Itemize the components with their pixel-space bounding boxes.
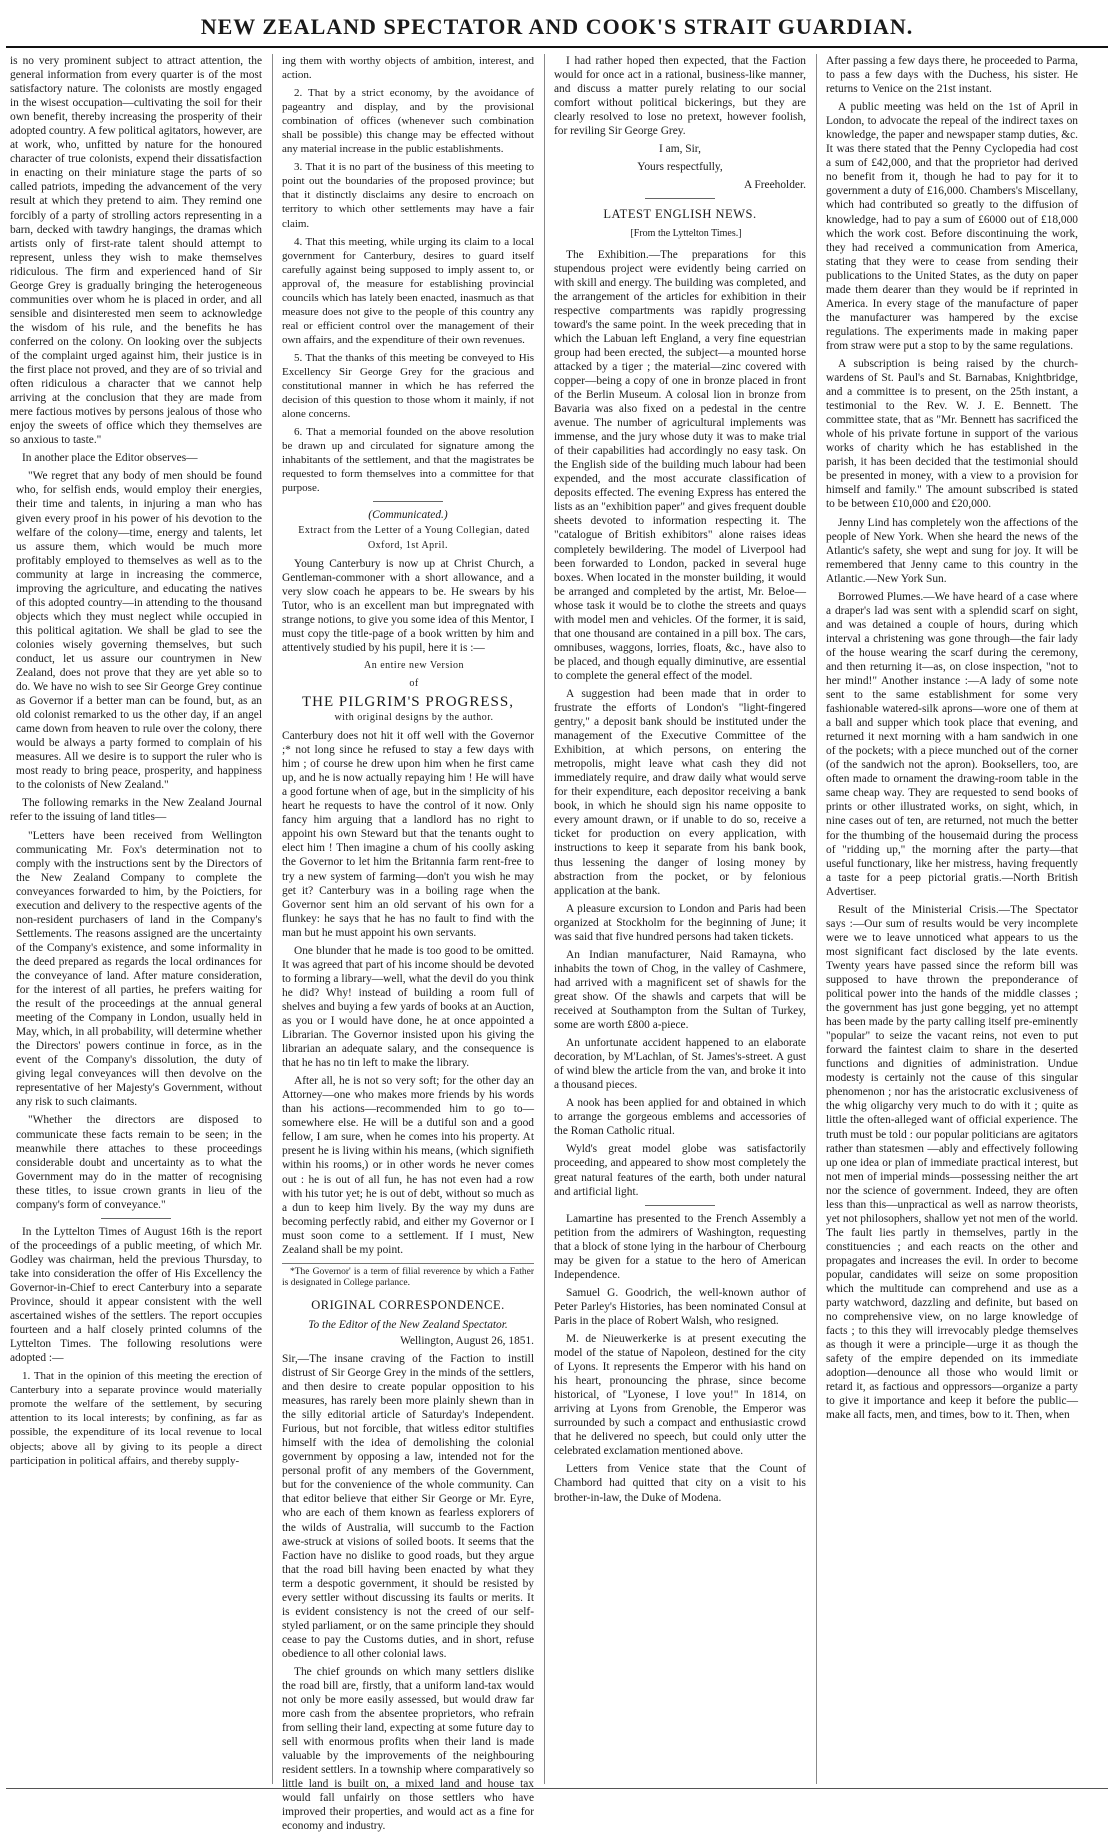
news-paragraph: Samuel G. Goodrich, the well-known author of Peter Parley's Histories, has been nominated Consul at Paris in the place of Robert Walsh, who resigned. [554,1286,806,1327]
news-paragraph: After passing a few days there, he proceeded to Parma, to pass a few days with the Duchess, his sister. He returns to Venice on the 21st instant. [826,55,1078,96]
news-paragraph: The Exhibition.—The preparations for this stupendous project were evidently being carried on with skill and energy. The building was completed, and the arrangement of the articles for exhibition in their respective compartments was rapidly progressing toward's the same point. In the week preceding that in which the Labuan left England, a very fine equestrian group had been erected, the subject—a mounted horse attacked by a tiger ; the material—zinc covered with copper—being a copy of one in bronze placed in front of the Berlin Museum. A colosal lion in bronze from Bavaria was also fixed on a pedestal in the centre avenue. The number of agricultural implements was immense, and the jury whose duty it was to make trial of their capabilities had accordingly no easy task. On the English side of the building much labour had been expended, and the most accurate classification of deposits effected. The evening Express has entered the lists as an "exhibition paper" and gives frequent double sheets devoted to information respecting it. The "catalogue of British exhibitors" alone raises ideas completely bewildering. The model of Liverpool had been forwarded to London, packed in several huge boxes. When located in the monster building, it would be arranged and completed by the artist, Mr. Beloe—whose task it would be to clothe the streets and quays with model men and vehicles. Of the former, it is said, that one thousand are contained in a pill box. The cars, omnibuses, waggons, lorries, floats, &c., have also to be placed, and though equally diminutive, are essential to complete the general effect of the model. [554,248,806,682]
section-heading: LATEST ENGLISH NEWS. [603,207,757,222]
news-paragraph: Jenny Lind has completely won the affections of the people of New York. When she heard the news of the Atlantic's safety, she wept and sung for joy. It will be remembered that Jenny came to this country in the Atlantic.—New York Sun. [826,516,1078,585]
resolution-item: ing them with worthy objects of ambition, interest, and action. [282,55,534,82]
article-paragraph: is no very prominent subject to attract attention, the general information from every quarter is of the most satisfactory nature. The colonists are mostly engaged in the wisest occupation—cultivating the soil for their own benefit, thereby increasing the prosperity of their adopted country. A few political agitators, however, are at work, who, unfitted by nature for the honoured character of true colonists, expend their dissatisfaction in enacting on their miniature stage the parts of so called patriots, impeding the advancement of the very result at which they pretend to aim. They remind one forcibly of a party of strolling actors representing in a barn, decked with tawdry hangings, the dramas which artists only of first-rate talent should attempt to represent, unless they wish to make themselves ridiculous. The firm and experienced hand of Sir George Grey is gradually bringing the heterogeneous communities over whom he is placed in order, and all sensible and disinterested men seem to acknowledge the wisdom of his rule, and the benefits he has conferred on the colony. On looking over the subjects of the complaint urged against him, their justice is in the first place not proved, and they are of so trivial and often ridiculous a character that we cannot help arriving at the conclusion that they are made from mere factious motives by persons jealous of those who enjoy the sweets of office which they themselves are so anxious to taste." [10,55,262,447]
footnote: *The Governor' is a term of filial reverence by which a Father is designated in College parlance. [282,1263,534,1290]
news-paragraph: A suggestion had been made that in order to frustrate the efforts of London's "light-fingered gentry," a deposit bank should be instituted under the management of the Executive Committee of the Exhibition, at which persons, on entering the metropolis, might leave what cash they did not immediately require, and draw daily what would serve for their expenditure, each depositor receiving a bank book, in which he should sign his name opposite to every amount drawn, or if unable to do so, receive a ticket for production on every application, with instructions to keep it separate from his bank book, thus lessening the danger of losing money by abstraction from the pocket, or by felonious application at the bank. [554,687,806,897]
section-divider [373,501,443,502]
quoted-paragraph: "Letters have been received from Wellington communicating Mr. Fox's determination not to comply with the instructions sent by the Directors of the New Zealand Company to complete the conveyances forwarded to him, by the Poictiers, for execution and delivery to the respective agents of the non-resident purchasers of land in the Company's Settlements. The reasons assigned are the uncertainty of the Company's existence, and some informality in the deed prepared as regards the local ordinances for the conveyance of land. After mature consideration, for the interest of all parties, he prefers waiting for the result of the proceedings at the annual general meeting of the Company in London, usually held in May, which, in all probability, will determine whether the Directors' powers continue in force, as in the event of the Company's dissolution, the duty of giving legal conveyances will then devolve on the representative of her Majesty's Government, without any risk to such claimants. [16,829,262,1109]
section-divider [645,198,715,199]
letter-heading: Extract from the Letter of a Young Collegian, dated Oxford, 1st April. [298,525,530,551]
news-paragraph: A subscription is being raised by the church-wardens of St. Paul's and St. Barnabas, Knightbridge, and a committee is to present, on the 25th instant, a testimonial to the Rev. W. J. E. Bennett. The committee state, that as "Mr. Bennett has sacrificed the whole of his private fortune in support of the various works of charity which he has established in the parish, it has been decided that the testimonial should be presented in money, with a view to a provision for himself and family." The amount subscribed is stated to be between £10,000 and £20,000. [826,357,1078,511]
book-subtitle: with original designs by the author. [334,712,494,724]
news-paragraph: Result of the Ministerial Crisis.—The Spectator says :—Our sum of results would be very incomplete were we to leave unnoticed what appears to us the most significant fact disclosed by the late events. Twenty years have passed since the reform bill was supposed to have thrown the preponderance of political power into the hands of the middle classes ; the government has just gone begging, yet no attempt has been made by the party calling itself pre-eminently "popular" to seize the vacant reins, not even to put forward the faintest claim to share in the deserted functions and dignities of administration. Undue modesty is certainly not the cause of this singular phenomenon ; nor has the aristocratic exclusiveness of the whig oligarchy very much to do with it ; quite as little the often-alleged want of official experience. The truth must be told : our popular politicians are agitators rather than statesmen —ably and effectively following up one idea or plan of immediate practical interest, but not men of imperial minds—possessing neither the art nor the science of government. Indeed, they are often less than this—unpractical as well as narrow theorists, yet not philosophers, shallow yet not men of the world. The fault lies partly in themselves, partly in the constituencies ; and each reacts on the other and propagates and increases the evil. In order to become popular, candidates will seize on some proposition which the multitude can comprehend and use as a party watchword, dazzling and definite, but based on no comprehensive view, on no large knowledge of facts ; to this they will irrevocably pledge themselves as though it were a principle—urge it as though the safety of the empire depended on its immediate adoption—denounce all those who would limit or retard it, as factious and oppressors—organize a party to give it importance and keep it before the public—make all facts, men, and times, bow to it. Then, when [826,903,1078,1422]
resolution-item: 5. That the thanks of this meeting be conveyed to His Excellency Sir George Grey for the gracious and constitutional manner in which he has referred the decision of this question to those whom it mainly, if not alone concerns. [282,351,534,421]
letter-signoff: I am, Sir, [659,143,701,156]
book-subtitle: of [409,677,419,689]
column-4 [826,54,1078,1782]
letter-paragraph: The chief grounds on which many settlers dislike the road bill are, firstly, that a uniform land-tax would not only be more easily assessed, but would draw far more cash from the absentee proprietors, who refrain from selling their land, expecting at some future day to sell with enormous profits when their land is made valuable by the improvements of the neighbouring resident settlers. In a township where comparatively so little land is built on, a mixed land and house tax would fall unfairly on those settlers who have improved their properties, and would act as a fine for economy and industry. [282,1665,534,1833]
news-paragraph: M. de Nieuwerkerke is at present executing the model of the statue of Napoleon, destined for the city of Lyons. It represents the Emperor with his hand on his heart, pronouncing the phrase, since become historical, of "Lyonese, I love you!" In 1814, on arriving at Lyons from Grenoble, the Emperor was surrounded by such a compact and enthusiastic crowd that he delivered no speech, but could only utter the celebrated exclamation mentioned above. [554,1332,806,1458]
letter-date: Wellington, August 26, 1851. [400,1334,534,1347]
article-paragraph: One blunder that he made is too good to be omitted. It was agreed that part of his income should be devoted to forming a library—well, what the devil do you think he did? Why! instead of building a room full of shelves and buying a few yards of books at an Auction, as you or I would have done, he at once appointed a Librarian. The Governor insisted upon his giving the librarian an adequate salary, and the consequence is that he has no tin left to make the library. [282,944,534,1070]
masthead-rule [6,46,1108,48]
column-1 [10,54,262,1782]
column-3 [554,54,806,1782]
article-paragraph: In the Lyttelton Times of August 16th is the report of the proceedings of a public meeting, of which Mr. Godley was chairman, held the previous Thursday, to take into consideration the offer of His Excellency the Governor-in-Chief to erect Canterbury into a separate Province, should it appear consistent with the well ascertained wishes of the settlers. The report occupies fourteen and a half closely printed columns of the Lyttelton Times. The following resolutions were adopted :— [10,1225,262,1365]
column-divider [816,54,817,1784]
column-divider [544,54,545,1784]
article-paragraph: The following remarks in the New Zealand Journal refer to the issuing of land titles— [10,797,262,824]
news-paragraph: A pleasure excursion to London and Paris had been organized at Stockholm for the beginning of June; it was said that five hundred persons had taken tickets. [554,902,806,943]
article-paragraph: In another place the Editor observes— [22,452,198,465]
news-paragraph: A public meeting was held on the 1st of April in London, to advocate the repeal of the indirect taxes on knowledge, the paper and newspaper stamp duties, &c. It was there stated that the Penny Cyclopedia had cost a sum of £42,000, and that the proprietor had derived no benefit from it, though he had to pay for it to government a duty of £16,000. Chambers's Miscellany, which had contributed so greatly to the diffusion of knowledge, had to pay a sum of £6000 out of £18,000 which the work cost. Before discontinuing the work, they had received a communication from America, stating that they were to cease from sending their publications to the United States, as the duty on paper made them dearer than they would be if reprinted in America. In every stage of the manufacture of paper the manufacturer was hampered by the excise regulations. The experiments made in making paper from straw were put a stop to by the same regulations. [826,101,1078,352]
letter-signoff: Yours respectfully, [637,161,723,174]
letter-addressee: To the Editor of the New Zealand Spectator. [308,1318,508,1331]
letter-paragraph: I had rather hoped then expected, that the Faction would for once act in a rational, business-like manner, and discuss a matter purely relating to our social comfort without political bickerings, but they are clearly resolved to lose no pretext, however foolish, for reviling Sir George Grey. [554,55,806,138]
book-subtitle: An entire new Version [363,659,465,671]
resolution-item: 2. That by a strict economy, by the avoidance of pageantry and display, and by the provisional combination of offices (whenever such combination shall be possible) this change may be effected without any material increase in the public establishments. [282,87,534,156]
resolution-item: 4. That this meeting, while urging its claim to a local government for Canterbury, desires to guard itself carefully against being supposed to imply assent to, or approval of, the measure for establishing provincial councils which has lately been enacted, inasmuch as that measure does not give to the people of this country any real or efficient control over the management of their own affairs, and the expenditure of their own revenues. [282,235,534,346]
article-paragraph: Canterbury does not hit it off well with the Governor ;* not long since he refused to stay a few days with him ; of course he drew upon him when he first came up, and he is now actually repaying him ! He will have a good fortune when of age, but in the simplicity of his heart he requests to have the control of it now. Only fancy him arguing that a landlord has no right to appoint his own Steward but that the tenants ought to elect him ! Then imagine a chum of his coolly asking the Governor to let him the Britannia farm rent-free to try a new system of farming—don't you wish he may get it? Canterbury was in a boiling rage when the Governor sent him an old servant of his own for a flunkey: he says that he has no fault to find with the man but he must appoint his own servants. [282,730,534,939]
news-paragraph: An Indian manufacturer, Naid Ramayna, who inhabits the town of Chog, in the valley of Cashmere, had arrived with a magnificent set of shawls for the great show. Of the shawls and carpets that will be received at Southampton from the Sultan of Turkey, some are worth £800 a-piece. [554,948,806,1032]
letter-paragraph: Sir,—The insane craving of the Faction to instill distrust of Sir George Grey in the minds of the settlers, and then desire to create popular opposition to his measures, has rarely been more plainly shewn than in the silly editorial article of Saturday's Independent. Furious, but not forcible, that witless editor stultifies himself with the idea of demolishing the colonial government by opposing a law, intended not for the personal profit of any members of the Government, but for the convenience of the whole community. Can that editor believe that either Sir George or Mr. Eyre, who are each of them known as fearless explorers of the wilds of Australia, will succumb to the Faction awe-struck at visions of soiled boots. It seems that the Faction have no dislike to good roads, but they argue that the road bill having been enacted by what they term a despotic government, it should be resisted by every settler without discussing its faults or merits. It is evident consistency is not the creed of our self-styled parliament, or on the same principle they should cease to pay the Customs duties, and in short, refuse obedience to all other colonial laws. [282,1352,534,1660]
book-title: THE PILGRIM'S PROGRESS, [302,693,514,710]
column-2 [282,54,534,1833]
quoted-paragraph: "Whether the directors are disposed to communicate these facts remain to be seen; in the meanwhile there attaches to these proceedings considerable doubt and uncertainty as to what the Government may do in the matter of recognising these titles, to issue crown grants in lieu of the company's form of conveyance." [16,1114,262,1211]
quoted-paragraph: "We regret that any body of men should be found who, for selfish ends, would employ their energies, their time and talents, in injuring a man who has given every proof in his power of his devotion to the welfare of the colony—time, energy and talents, let us assure them, which would be much more profitably employed to themselves as well as to the community at large in increasing the commerce, improving the agriculture, and educating the natives of this adopted country—in attending to the thousand objects which they must neglect while occupied in this political agitation. We shall be glad to see the colonies wisely governing themselves, but such conduct, let us assure our countrymen in New Zealand, does not prove that they are yet able so to do. We have no wish to see Sir George Grey continue as Governor if a better man can be found, but, as an old colonist remarked to us the other day, if an angel came down from heaven to rule over the colony, there would be always a party formed to complain of his measures. All we desire is to support the ruler who is most ready to bring peace, prosperity, and happiness to the colonists of New Zealand." [16,470,262,792]
section-divider [101,1218,171,1219]
article-paragraph: Young Canterbury is now up at Christ Church, a Gentleman-commoner with a short allowance, and a very slow coach he appears to be. He swears by his Tutor, who is an excellent man but impregnated with strange notions, to give you some idea of this Mentor, I must copy the title-page of a book written by him and attentively studied by his pupil, here it is :— [282,557,534,654]
masthead: NEW ZEALAND SPECTATOR AND COOK'S STRAIT GUARDIAN. [200,14,914,39]
news-paragraph: Wyld's great model globe was satisfactorily proceeding, and appeared to show most completely the great natural features of the earth, both under natural and artificial light. [554,1143,806,1198]
news-paragraph: Letters from Venice state that the Count of Chambord had quitted that city on a visit to his brother-in-law, the Duke of Modena. [554,1463,806,1504]
news-paragraph: A nook has been applied for and obtained in which to arrange the gorgeous emblems and accessories of the Roman Catholic ritual. [554,1097,806,1138]
news-paragraph: An unfortunate accident happened to an elaborate decoration, by M'Lachlan, of St. James's-street. A gust of wind blew the article from the van, and broke it into a thousand pieces. [554,1037,806,1092]
letter-signature: A Freeholder. [743,179,806,192]
page-bottom-rule [6,1788,1108,1789]
resolution-item: 1. That in the opinion of this meeting the erection of Canterbury into a separate province would materially promote the welfare of the settlement, by securing attention to its local interests; by confining, as far as possible, the expenditure of its local revenue to local objects; above all by giving to its people a direct participation in political affairs, and thereby supply- [10,1370,262,1467]
section-label: (Communicated.) [368,509,448,522]
section-divider [645,1205,715,1206]
news-paragraph: Borrowed Plumes.—We have heard of a case where a draper's lad was sent with a splendid scarf on sight, and was detained a couple of hours, during which interval a christening was gone through—the fair lady of the house wearing the scarf during the ceremony, and then returning it—as, on close inspection, "not to her mind!" Another instance :—A lady of some note sent to the same establishment for some very fashionable watered-silk aprons—wore one of them at a ball and supper which took place that evening, and returned it next morning with a ham sandwich in one of the pockets; with a piece munched out of the corner (of the sandwich not the apron). Booksellers, too, are often made to ornament the drawing-room table in the same cheap way. They are requested to send books of prints or other illustrated works, on sight, which, in nine cases out of ten, are returned, not much the better for the thumbing of the housemaid during the process of "ridding up," the morning after the party—that useful functionary, like her mistress, having frequently a taste for a peep pictorial gratis.—North British Advertiser. [826,590,1078,898]
resolution-item: 3. That it is no part of the business of this meeting to point out the boundaries of the proposed province; but that it distinctly disclaims any desire to encroach on territory to which other settlements may have a fair claim. [282,161,534,230]
news-paragraph: Lamartine has presented to the French Assembly a petition from the admirers of Washington, requesting that a block of stone lying in the harbour of Cherbourg may be given for a statue to the hero of American Independence. [554,1212,806,1281]
article-paragraph: After all, he is not so very soft; for the other day an Attorney—one who makes more friends by his words than his actions—recommended him to go to—somewhere else. He will be a dutiful son and a good fellow, I am sure, when he comes into his property. At present he is living within his means, (which signifieth within his rooms,) or in other words he never comes out : he is out of all fun, he has not even had a row with his tutor yet; he is out of debt, without so much as a dun to keep him lively. By the way my duns are becoming perfectly rabid, and either my Governor or I must soon come to a settlement. If I must, New Zealand shall be my point. [282,1075,534,1256]
column-divider [272,54,273,1784]
section-heading: ORIGINAL CORRESPONDENCE. [311,1297,505,1312]
resolution-item: 6. That a memorial founded on the above resolution be drawn up and circulated for signature among the inhabitants of the settlement, and that the magistrates be requested to form themselves into a committee for that purpose. [282,426,534,495]
news-source: [From the Lyttelton Times.] [630,228,742,240]
